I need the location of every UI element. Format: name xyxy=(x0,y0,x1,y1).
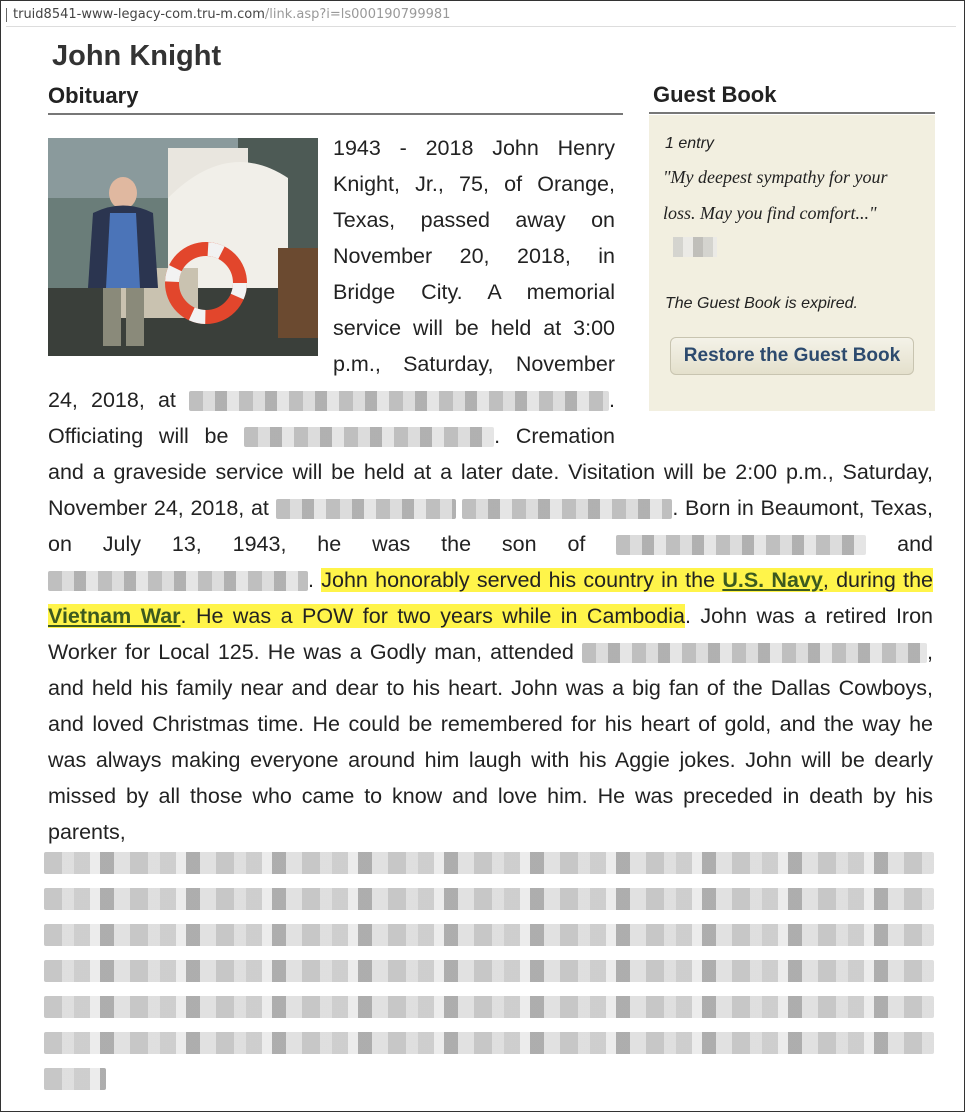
redacted-line xyxy=(44,960,934,982)
guestbook-panel xyxy=(649,115,935,411)
text-cursor xyxy=(6,8,7,22)
photo-wrap-spacer xyxy=(48,130,333,376)
guestbook-heading: Guest Book xyxy=(649,82,935,114)
obit-text-7: . John was a retired Iron Worker for Local 125. He was a Godly man, attended xyxy=(48,604,933,664)
redacted-line xyxy=(44,1068,106,1090)
redacted-line xyxy=(44,924,934,946)
obit-text-5: and xyxy=(866,532,933,556)
restore-guestbook-button[interactable]: Restore the Guest Book xyxy=(670,337,914,375)
obituary-heading: Obituary xyxy=(48,83,623,115)
hl-text-3: . He was a POW for two years while in Cambodia xyxy=(180,604,685,628)
redacted-venue xyxy=(189,391,609,411)
redacted-signature xyxy=(673,237,717,257)
redacted-line xyxy=(44,1032,934,1054)
guestbook-entry-count: 1 entry xyxy=(665,135,714,152)
obit-text-8: , and held his family near and dear to his heart. John was a big fan of the Dallas Cowboys, and loved Christmas time. He could be remembered for his heart of gold, and the way he was always making everyone around him laugh with his Aggie jokes. John will be dearly missed by all those who came to know and love him. He was preceded in death by his parents, xyxy=(48,640,933,844)
redacted-church xyxy=(582,643,927,663)
obit-text-4: . Born in Beaumont, Texas, on July 13, 1943, he was the son of xyxy=(48,496,933,556)
redacted-father xyxy=(616,535,866,555)
obit-text-2: . Officiating will be xyxy=(48,388,615,448)
obit-text-1: 1943 - 2018 John Henry Knight, Jr., 75, of Orange, Texas, passed away on November 20, 2018, in Bridge City. A memorial service will be held at 3:00 p.m., Saturday, November 24, 2018, at xyxy=(48,136,615,412)
redacted-mother xyxy=(48,571,308,591)
page-title: John Knight xyxy=(52,40,222,72)
obit-text-3: . Cremation and a graveside service will be held at a later date. Visitation will be 2:00 p.m., Saturday, November 24, 2018, at xyxy=(48,424,933,520)
hl-text-1: John honorably served his country in the xyxy=(321,568,723,592)
obit-text-6: . xyxy=(308,568,322,592)
url-host: truid8541-www-legacy-com.tru-m.com xyxy=(13,7,265,22)
hl-text-2: , during the xyxy=(822,568,933,592)
redacted-line xyxy=(44,852,934,874)
us-navy-link[interactable]: U.S. Navy xyxy=(722,568,823,592)
guestbook-expired-notice: The Guest Book is expired. xyxy=(665,295,858,312)
guestbook-entry-quote: "My deepest sympathy for your loss. May you find comfort..." xyxy=(663,167,888,223)
redacted-line xyxy=(44,996,934,1018)
vietnam-war-link[interactable]: Vietnam War xyxy=(48,604,181,628)
url-path: /link.asp?i=ls000190799981 xyxy=(264,7,451,22)
redacted-visitation-venue-2 xyxy=(462,499,672,519)
redacted-line xyxy=(44,888,934,910)
redacted-visitation-venue xyxy=(276,499,456,519)
redacted-officiant xyxy=(244,427,494,447)
address-bar[interactable] xyxy=(6,4,956,27)
redacted-survivors-text xyxy=(44,852,934,1097)
